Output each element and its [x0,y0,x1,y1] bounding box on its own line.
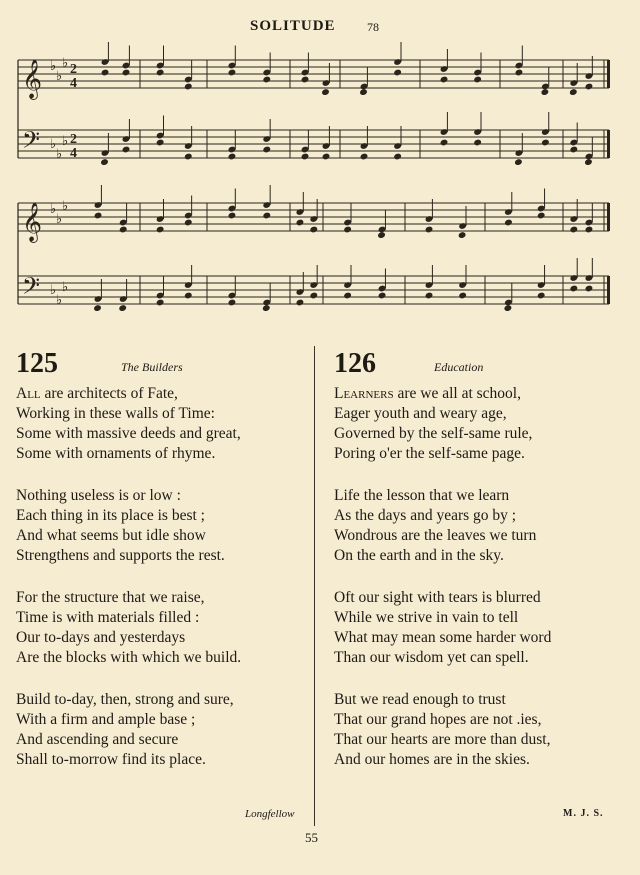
verse-line: Than our wisdom yet can spell. [334,649,529,666]
note-head [156,226,165,234]
stanza [334,384,634,464]
page-number: 55 [305,830,318,845]
verse-line: That our hearts are more than dust, [334,731,551,748]
verse-line: Some with massive deeds and great, [16,425,241,442]
music-score [0,0,640,340]
attribution-126: M. J. S. [563,808,604,819]
note-head [504,304,513,312]
double-bar-heavy [607,60,610,88]
flat-icon: ♭ [50,202,57,217]
verse-line: While we strive in vain to tell [334,609,519,626]
verse-line: Oft our sight with tears is blurred [334,589,541,606]
verse-line: As the days and years go by ; [334,507,517,524]
note-head [584,158,593,166]
double-bar-heavy [607,203,610,231]
time-signature-bottom: 4 [70,146,77,161]
hymn-title: Education [434,360,484,374]
note-head [118,304,127,312]
verse-line: Are the blocks with which we build. [16,649,242,666]
note-head [504,219,513,227]
stanza [16,384,316,464]
bass-clef-icon: 𝄢 [22,272,41,305]
note-head [569,146,578,154]
note-head [156,299,165,307]
verse-line: On the earth and in the sky. [334,547,504,564]
note-head [321,88,330,96]
bar-lines [18,60,610,304]
verse-line: are architects of Fate, [40,385,178,402]
treble-clef-icon: 𝄞 [22,202,43,242]
flat-icon: ♭ [56,69,63,84]
flat-icon: ♭ [56,212,63,227]
note-head [537,212,546,220]
time-signature-bottom: 4 [70,76,77,91]
verse-line: Wondrous are the leaves we turn [334,527,537,544]
first-word: All [16,385,41,402]
double-bar-heavy [607,130,610,158]
note-head [360,153,369,161]
verse-line: Strengthens and supports the rest. [16,547,225,564]
hymn-126 [334,348,634,792]
note-head [122,69,131,77]
tune-title: SOLITUDE [250,18,336,34]
verse-line: Some with ornaments of rhyme. [16,445,216,462]
note-head [458,231,467,239]
flat-icon: ♭ [62,280,69,295]
flat-icon: ♭ [56,147,63,162]
note-head [228,153,237,161]
hymn-number: 126 [334,348,376,379]
note-head [393,69,402,77]
note-head [309,292,318,300]
verse-line: That our grand hopes are not .ies, [334,711,542,728]
flat-icon: ♭ [50,283,57,298]
verse-line: For the structure that we raise, [16,589,205,606]
verse-line: Nothing useless is or low : [16,487,181,504]
note-head [359,88,368,96]
hymn-125 [16,348,316,792]
stanza [16,588,316,668]
note-head [393,153,402,161]
note-head [296,299,305,307]
note-head [156,139,165,147]
verse-line: What may mean some harder word [334,629,552,646]
verse-line: Working in these walls of Time: [16,405,215,422]
verse-line: Our to-days and yesterdays [16,629,186,646]
note-head [440,139,449,147]
verse-line: Build to-day, then, strong and sure, [16,691,234,708]
note-head [541,88,550,96]
verse-line: With a firm and ample base ; [16,711,196,728]
verse-line: Time is with materials filled : [16,609,200,626]
note-head [343,292,352,300]
stanza [16,690,316,770]
verse-line: Eager youth and weary age, [334,405,507,422]
note-head [156,69,165,77]
flat-icon: ♭ [62,56,69,71]
note-head [184,219,193,227]
note-head [122,146,131,154]
note-head [425,226,434,234]
note-head [93,304,102,312]
note-head [585,285,594,293]
note-head [458,292,467,300]
verse-line: Poring o'er the self-same page. [334,445,525,462]
hymn-number: 125 [16,348,58,379]
bass-clef-icon: 𝄢 [22,126,41,159]
note-heads [93,42,593,312]
note-head [296,219,305,227]
note-head [228,69,237,77]
verse-line: Each thing in its place is best ; [16,507,205,524]
verse-line: Shall to-morrow find its place. [16,751,206,768]
note-head [473,76,482,84]
note-head [309,226,318,234]
verse-line: Governed by the self-same rule, [334,425,533,442]
treble-clef-icon: 𝄞 [22,59,43,99]
hymn-title: The Builders [121,360,183,374]
note-head [440,76,449,84]
note-head [343,226,352,234]
verse-line: Life the lesson that we learn [334,487,510,504]
verse-line: And our homes are in the skies. [334,751,530,768]
double-bar-heavy [607,276,610,304]
note-head [541,139,550,147]
note-head [101,69,110,77]
stanza [16,486,316,566]
first-word: Learners [334,385,394,402]
attribution-125: Longfellow [245,808,295,820]
note-head [184,83,193,91]
note-head [184,153,193,161]
note-head [94,212,103,220]
verse-line: And ascending and secure [16,731,179,748]
note-head [569,226,578,234]
flat-icon: ♭ [62,134,69,149]
note-head [569,285,578,293]
note-head [585,83,594,91]
note-head [378,292,387,300]
note-head [515,69,524,77]
note-head [262,212,271,220]
note-head [585,226,594,234]
note-head [119,226,128,234]
staff-lines [18,60,609,304]
note-head [301,153,310,161]
tune-number: 78 [367,20,379,34]
note-head [322,153,331,161]
clefs-and-signatures [22,56,77,308]
note-head [262,146,271,154]
note-head [228,299,237,307]
flat-icon: ♭ [62,199,69,214]
verse-line: are we all at school, [393,385,521,402]
note-head [100,158,109,166]
flat-icon: ♭ [50,137,57,152]
flat-icon: ♭ [56,293,63,308]
note-head [262,76,271,84]
stanza [334,690,634,770]
note-head [377,231,386,239]
note-head [473,139,482,147]
note-head [228,212,237,220]
stanza [334,588,634,668]
time-signature-top: 2 [70,62,77,77]
time-signature-top: 2 [70,132,77,147]
verse-line: But we read enough to trust [334,691,506,708]
note-head [569,88,578,96]
note-head [514,158,523,166]
verse-line: And what seems but idle show [16,527,206,544]
note-head [262,304,271,312]
flat-icon: ♭ [50,59,57,74]
note-head [184,292,193,300]
note-head [425,292,434,300]
note-head [537,292,546,300]
stanza [334,486,634,566]
note-head [301,76,310,84]
